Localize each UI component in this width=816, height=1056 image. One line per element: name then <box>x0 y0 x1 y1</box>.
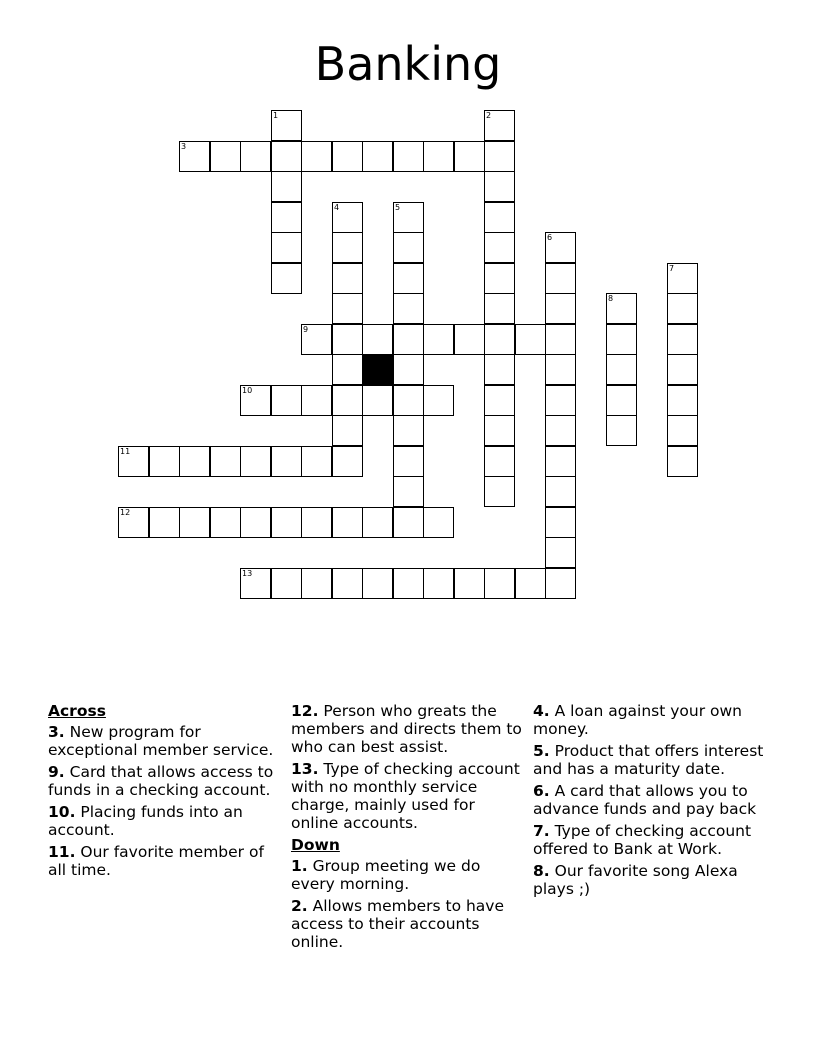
grid-cell[interactable] <box>210 446 241 477</box>
clue-number: 5 <box>395 203 401 212</box>
grid-cell[interactable] <box>271 568 302 599</box>
grid-cell[interactable] <box>301 324 332 355</box>
grid-cell[interactable] <box>271 202 302 233</box>
clue-down-6: 6. A card that allows you to advance funds and pay back <box>533 782 757 818</box>
clue-across-12: 12. Person who greats the members and directs them to who can best assist. <box>291 702 522 756</box>
grid-cell[interactable] <box>301 141 332 172</box>
grid-cell[interactable] <box>393 446 424 477</box>
grid-cell[interactable] <box>210 141 241 172</box>
grid-cell[interactable] <box>271 171 302 202</box>
clue-across-3: 3. New program for exceptional member service. <box>48 723 274 759</box>
grid-cell[interactable] <box>484 293 515 324</box>
grid-cell[interactable] <box>423 568 454 599</box>
clue-column-3 <box>533 702 765 902</box>
grid-cell[interactable] <box>271 385 302 416</box>
clue-number: 2 <box>486 111 492 120</box>
clue-across-13: 13. Type of checking account with no monthly service charge, mainly used for online accounts. <box>291 760 520 832</box>
grid-cell[interactable] <box>484 110 515 141</box>
grid-cell[interactable] <box>118 446 149 477</box>
grid-cell[interactable] <box>179 446 210 477</box>
grid-cell[interactable] <box>667 446 698 477</box>
grid-cell[interactable] <box>362 385 393 416</box>
grid-cell[interactable] <box>301 385 332 416</box>
grid-cell[interactable] <box>423 324 454 355</box>
grid-cell[interactable] <box>484 446 515 477</box>
clue-number: 3 <box>181 142 187 151</box>
grid-cell[interactable] <box>484 568 515 599</box>
grid-cell[interactable] <box>423 385 454 416</box>
grid-cell[interactable] <box>393 507 424 538</box>
grid-cell[interactable] <box>393 415 424 446</box>
clue-number: 12 <box>120 508 131 517</box>
grid-cell[interactable] <box>149 446 180 477</box>
grid-block <box>362 354 393 385</box>
clue-down-7: 7. Type of checking account offered to Bank at Work. <box>533 822 752 858</box>
grid-cell[interactable] <box>545 568 576 599</box>
grid-cell[interactable] <box>179 141 210 172</box>
grid-cell[interactable] <box>515 324 546 355</box>
grid-cell[interactable] <box>454 568 485 599</box>
grid-cell[interactable] <box>271 232 302 263</box>
grid-cell[interactable] <box>545 446 576 477</box>
grid-cell[interactable] <box>332 415 363 446</box>
grid-cell[interactable] <box>667 385 698 416</box>
clue-number: 8 <box>608 294 614 303</box>
grid-cell[interactable] <box>423 141 454 172</box>
grid-cell[interactable] <box>393 232 424 263</box>
grid-cell[interactable] <box>484 354 515 385</box>
grid-cell[interactable] <box>484 324 515 355</box>
grid-cell[interactable] <box>332 446 363 477</box>
grid-cell[interactable] <box>301 446 332 477</box>
clue-number: 6 <box>547 233 553 242</box>
grid-cell[interactable] <box>667 293 698 324</box>
grid-cell[interactable] <box>606 385 637 416</box>
grid-cell[interactable] <box>667 415 698 446</box>
grid-cell[interactable] <box>484 263 515 294</box>
grid-cell[interactable] <box>240 385 271 416</box>
grid-cell[interactable] <box>362 507 393 538</box>
grid-cell[interactable] <box>545 354 576 385</box>
grid-cell[interactable] <box>545 324 576 355</box>
grid-cell[interactable] <box>423 507 454 538</box>
grid-cell[interactable] <box>393 141 424 172</box>
clue-column-1 <box>48 702 280 883</box>
clue-down-8: 8. Our favorite song Alexa plays ;) <box>533 862 738 898</box>
grid-cell[interactable] <box>606 324 637 355</box>
grid-cell[interactable] <box>240 141 271 172</box>
grid-cell[interactable] <box>515 568 546 599</box>
grid-cell[interactable] <box>332 202 363 233</box>
clue-down-1: 1. Group meeting we do every morning. <box>291 857 481 893</box>
grid-cell[interactable] <box>484 141 515 172</box>
clue-across-11: 11. Our favorite member of all time. <box>48 843 264 879</box>
clue-number: 11 <box>120 447 131 456</box>
grid-cell[interactable] <box>332 232 363 263</box>
grid-cell[interactable] <box>210 507 241 538</box>
grid-cell[interactable] <box>362 141 393 172</box>
grid-cell[interactable] <box>484 171 515 202</box>
grid-cell[interactable] <box>301 507 332 538</box>
grid-cell[interactable] <box>484 415 515 446</box>
grid-cell[interactable] <box>149 507 180 538</box>
grid-cell[interactable] <box>271 263 302 294</box>
grid-cell[interactable] <box>271 507 302 538</box>
grid-cell[interactable] <box>545 232 576 263</box>
grid-cell[interactable] <box>393 293 424 324</box>
clue-across-10: 10. Placing funds into an account. <box>48 803 243 839</box>
across-heading: Across <box>48 702 106 720</box>
grid-cell[interactable] <box>545 385 576 416</box>
grid-cell[interactable] <box>240 507 271 538</box>
grid-cell[interactable] <box>271 446 302 477</box>
grid-cell[interactable] <box>484 232 515 263</box>
grid-cell[interactable] <box>545 263 576 294</box>
clue-number: 1 <box>273 111 279 120</box>
clue-number: 7 <box>669 264 675 273</box>
grid-cell[interactable] <box>332 263 363 294</box>
grid-cell[interactable] <box>118 507 149 538</box>
puzzle-title: Banking <box>314 37 502 91</box>
grid-cell[interactable] <box>362 324 393 355</box>
grid-cell[interactable] <box>545 507 576 538</box>
grid-cell[interactable] <box>332 354 363 385</box>
grid-cell[interactable] <box>271 141 302 172</box>
grid-cell[interactable] <box>393 202 424 233</box>
clue-down-4: 4. A loan against your own money. <box>533 702 743 738</box>
down-heading: Down <box>291 836 340 854</box>
grid-cell[interactable] <box>545 537 576 568</box>
grid-cell[interactable] <box>606 293 637 324</box>
clue-number: 13 <box>242 569 253 578</box>
clue-number: 10 <box>242 386 253 395</box>
grid-cell[interactable] <box>484 385 515 416</box>
clue-across-9: 9. Card that allows access to funds in a checking account. <box>48 763 274 799</box>
grid-cell[interactable] <box>240 446 271 477</box>
grid-cell[interactable] <box>240 568 271 599</box>
grid-cell[interactable] <box>545 293 576 324</box>
grid-cell[interactable] <box>606 415 637 446</box>
grid-cell[interactable] <box>393 263 424 294</box>
clue-number: 4 <box>334 203 340 212</box>
grid-cell[interactable] <box>667 324 698 355</box>
grid-cell[interactable] <box>362 568 393 599</box>
grid-cell[interactable] <box>606 354 637 385</box>
grid-cell[interactable] <box>332 507 363 538</box>
clue-number: 9 <box>303 325 309 334</box>
grid-cell[interactable] <box>667 263 698 294</box>
grid-cell[interactable] <box>454 141 485 172</box>
grid-cell[interactable] <box>301 568 332 599</box>
grid-cell[interactable] <box>332 141 363 172</box>
grid-cell[interactable] <box>271 110 302 141</box>
grid-cell[interactable] <box>393 354 424 385</box>
grid-cell[interactable] <box>332 324 363 355</box>
grid-cell[interactable] <box>393 568 424 599</box>
clue-down-2: 2. Allows members to have access to their accounts online. <box>291 897 505 951</box>
grid-cell[interactable] <box>545 415 576 446</box>
clue-down-5: 5. Product that offers interest and has a maturity date. <box>533 742 764 778</box>
grid-cell[interactable] <box>332 293 363 324</box>
grid-cell[interactable] <box>667 354 698 385</box>
grid-cell[interactable] <box>179 507 210 538</box>
grid-cell[interactable] <box>393 476 424 507</box>
grid-cell[interactable] <box>484 476 515 507</box>
grid-cell[interactable] <box>332 385 363 416</box>
grid-cell[interactable] <box>393 324 424 355</box>
grid-cell[interactable] <box>393 385 424 416</box>
grid-cell[interactable] <box>332 568 363 599</box>
grid-cell[interactable] <box>545 476 576 507</box>
grid-cell[interactable] <box>454 324 485 355</box>
grid-cell[interactable] <box>484 202 515 233</box>
clue-column-2 <box>291 702 523 955</box>
